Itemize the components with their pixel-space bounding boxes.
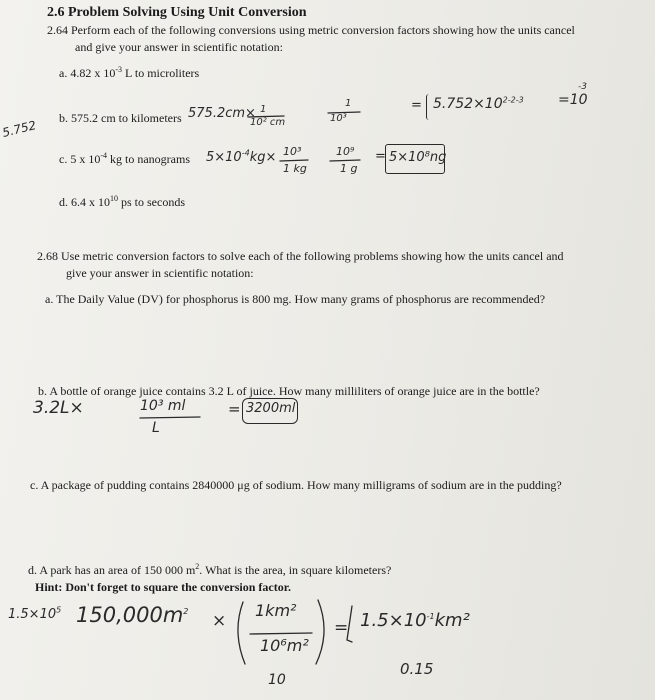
problem-2-68-text: 2.68 Use metric conversion factors to solve each of the following problems showing how the units cancel and: [37, 249, 564, 263]
hw-d2-value: $150,000m^2$: [76, 603, 189, 627]
section-heading: 2.6 Problem Solving Using Unit Conversion: [47, 5, 307, 20]
hw-c-factor2-den: 1 g: [340, 162, 358, 175]
item-b-2-68: b. A bottle of orange juice contains 3.2 L of juice. How many milliliters of orange juice are in the bottle?: [38, 384, 540, 398]
hint-text: Hint: Don't forget to square the conversion factor.: [35, 580, 291, 594]
hw-b-right-term: =10: [558, 92, 588, 108]
item-d-2-64: d. 6.4 x $10^{10}$ ps to seconds: [59, 194, 185, 209]
item-b-2-64: b. 575.2 cm to kilometers: [59, 111, 182, 125]
hw-c-work: $5\times 10^{-4}kg\times$: [206, 148, 277, 165]
item-a-2-68: a. The Daily Value (DV) for phosphorus is 800 mg. How many grams of phosphorus are recommended?: [45, 292, 546, 306]
hw-b2-factor-den: L: [152, 420, 160, 436]
hw-b-right-exp: -3: [578, 82, 587, 92]
hw-b2-answer: 3200ml: [246, 401, 296, 416]
hw-c-answer: 5×10⁸ng: [389, 150, 447, 165]
item-d-2-68: d. A park has an area of 150 000 $m^2$. What is the area, in square kilometers?: [28, 562, 392, 577]
hw-d2-alt-answer: 0.15: [400, 660, 434, 678]
item-c-2-64: c. 5 x $10^{-4}$ kg to nanograms: [59, 151, 190, 166]
hw-b-work: 575.2cm×: [188, 106, 256, 121]
hw-d2-factor-den: 10⁶m²: [260, 636, 309, 655]
hw-b-equals: =: [411, 98, 422, 113]
hw-d2-answer: $1.5\times 10^{-1}km^2$: [360, 610, 470, 631]
hw-d2-margin-note: $1.5\times 10^5$: [8, 605, 62, 622]
problem-2-68-text-line2: give your answer in scientific notation:: [66, 266, 254, 280]
hw-b-margin-note: 5.752: [0, 118, 38, 140]
hw-b2-factor-num: 10³ ml: [140, 398, 186, 414]
hw-d2-factor-num: 1km²: [255, 601, 297, 620]
hw-c-factor1-num: 10³: [283, 145, 302, 158]
hw-b-factor1-den: 10² cm: [250, 117, 286, 128]
hw-b-factor1-num: 1: [260, 104, 267, 115]
hw-d2-times: ×: [212, 611, 227, 631]
problem-2-64-text-line2: and give your answer in scientific notation:: [75, 40, 283, 54]
item-c-2-68: c. A package of pudding contains 2840000 μg of sodium. How many milligrams of sodium are in the pudding?: [30, 478, 562, 492]
hw-b-factor2-den: 10³: [330, 113, 347, 124]
hw-b2-equals: =: [228, 400, 241, 418]
hw-b-answer: $5.752\times 10^{2-2-3}$: [433, 95, 524, 112]
hw-b-factor2-num: 1: [345, 98, 352, 109]
hw-c-factor2-num: 10⁹: [336, 145, 355, 158]
problem-2-64-text: 2.64 Perform each of the following conversions using metric conversion factors showing how the units cancel: [47, 23, 575, 37]
hw-c-factor1-den: 1 kg: [283, 162, 307, 175]
hw-d2-factor-den2: 10: [268, 672, 286, 688]
hw-b2-work: 3.2L×: [33, 398, 84, 418]
item-a-2-64: a. 4.82 x $10^{-3}$ L to microliters: [59, 65, 200, 80]
